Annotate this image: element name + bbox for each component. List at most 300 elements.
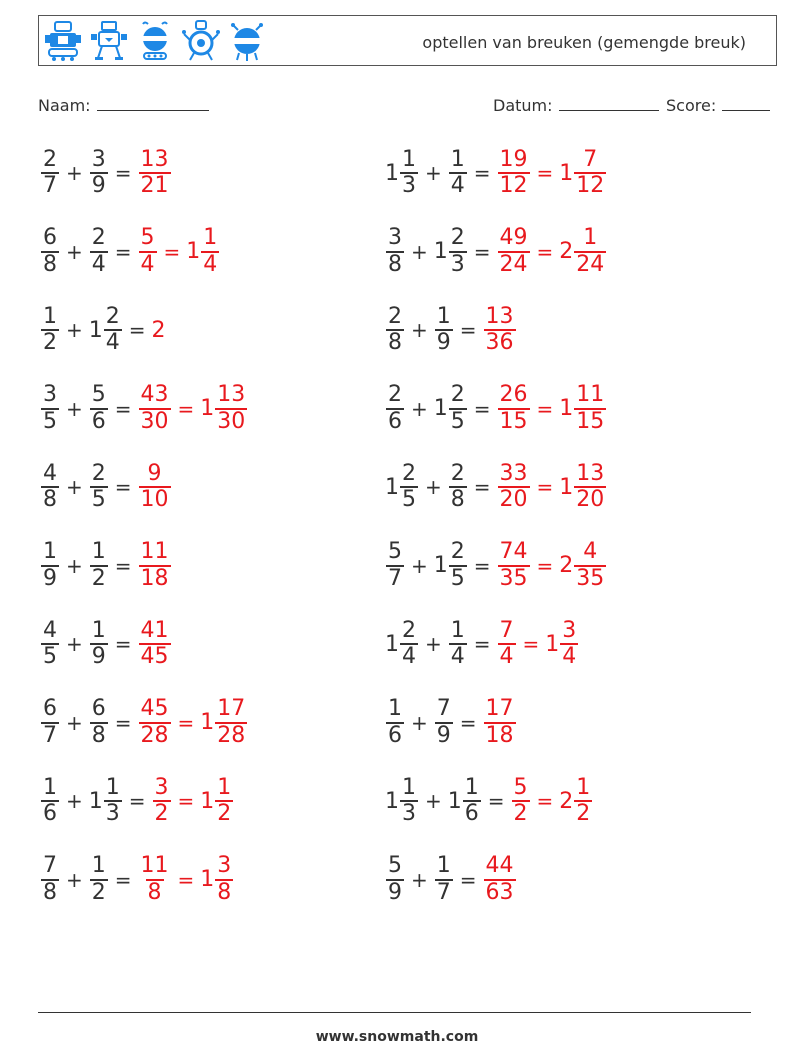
name-label: Naam: [38, 96, 91, 115]
answer-mixed-denominator: 4 [562, 644, 577, 669]
answer-mixed-numerator: 1 [203, 225, 218, 251]
answer-improper-denominator: 21 [140, 173, 169, 198]
addend-a-denominator: 9 [388, 879, 402, 905]
addend-b-whole: 1 [447, 788, 462, 814]
addend-a [385, 148, 419, 198]
answer-improper-fraction [139, 697, 171, 747]
worksheet-header [38, 15, 777, 66]
addend-b-numerator: 2 [91, 225, 106, 251]
addend-a-denominator: 8 [388, 330, 402, 355]
answer-improper-fraction [498, 226, 530, 276]
answer-mixed-whole: 1 [559, 474, 574, 500]
addend-b [89, 462, 109, 512]
worksheet-title: optellen van breuken (gemengde breuk) [422, 33, 746, 52]
addend-b-numerator: 1 [450, 617, 465, 643]
plus-sign: + [66, 161, 83, 185]
equals-sign: = [128, 789, 146, 813]
plus-sign: + [411, 553, 428, 578]
equals-sign: = [459, 710, 477, 735]
plus-sign: + [411, 396, 428, 421]
addend-a-denominator: 7 [388, 565, 402, 591]
answer-mixed-numerator: 13 [576, 460, 605, 486]
addend-a [40, 305, 60, 355]
name-blank[interactable] [97, 94, 209, 111]
addend-a [385, 854, 405, 904]
addend-b [434, 226, 468, 276]
answer-improper-fraction [153, 776, 171, 826]
addend-b-whole: 1 [433, 553, 448, 578]
addend-b [89, 226, 109, 276]
answer-mixed [545, 619, 579, 669]
addend-a [385, 305, 405, 355]
addend-b-fraction [449, 226, 467, 276]
answer-improper [138, 383, 172, 433]
answer-improper-numerator: 19 [499, 146, 528, 172]
problem-item [385, 300, 517, 360]
equals-sign: = [114, 239, 132, 264]
answer-improper [511, 776, 531, 826]
addend-b-denominator: 2 [91, 879, 106, 905]
answer-mixed-numerator: 3 [217, 853, 232, 879]
addend-b [89, 619, 109, 669]
score-label: Score: [666, 96, 717, 115]
robot-icon-1 [44, 20, 82, 62]
addend-a-numerator: 1 [43, 539, 57, 565]
addend-a [40, 148, 60, 198]
plus-sign: + [425, 161, 442, 185]
answer-improper [138, 148, 172, 198]
answer-improper-fraction [484, 854, 516, 904]
answer [152, 318, 166, 343]
problem-item [40, 850, 234, 910]
footer-url: www.snowmath.com [315, 1029, 479, 1045]
addend-b-fraction [90, 462, 108, 512]
answer-improper-denominator: 28 [140, 722, 169, 748]
equals-sign: = [473, 632, 491, 656]
addend-a-denominator: 8 [43, 251, 57, 277]
answer [497, 619, 580, 669]
answer-improper-fraction [484, 305, 516, 355]
plus-sign: + [66, 396, 83, 421]
addend-b-fraction [449, 148, 467, 198]
addend-b-denominator: 6 [464, 801, 479, 826]
addend-a [40, 540, 60, 590]
addend-a-denominator: 8 [43, 487, 57, 512]
addend-b-numerator: 1 [91, 853, 106, 879]
addend-a-fraction [41, 462, 59, 512]
addend-b-denominator: 8 [450, 487, 465, 512]
addend-a [40, 776, 60, 826]
answer-mixed-whole: 2 [559, 553, 574, 578]
answer-mixed-fraction [215, 383, 247, 433]
addend-a-fraction [41, 305, 59, 355]
answer-improper-fraction [139, 854, 171, 904]
plus-sign: + [66, 239, 83, 264]
answer-improper-numerator: 43 [140, 382, 169, 408]
addend-a-numerator: 4 [43, 617, 57, 643]
answer-equals-sign: = [177, 789, 195, 813]
robot-icon-2 [90, 20, 128, 62]
addend-b [434, 540, 468, 590]
answer-improper [138, 854, 172, 904]
answer-mixed [559, 776, 593, 826]
answer-mixed-whole: 1 [200, 710, 215, 735]
addend-a [40, 462, 60, 512]
answer-mixed-whole: 1 [200, 867, 215, 892]
answer [497, 226, 608, 276]
answer-improper-denominator: 15 [499, 408, 528, 434]
answer-improper-numerator: 45 [140, 696, 169, 722]
date-label: Datum: [493, 96, 553, 115]
problem-item [385, 143, 607, 203]
addend-b [434, 383, 468, 433]
addend-b-denominator: 5 [450, 408, 465, 434]
answer-improper-fraction [498, 540, 530, 590]
answer-equals-sign: = [163, 239, 181, 264]
addend-b [448, 776, 482, 826]
problem-item [40, 614, 172, 674]
answer-mixed-whole: 2 [559, 239, 574, 264]
answer-mixed-denominator: 2 [576, 801, 591, 826]
addend-a-whole: 1 [385, 788, 399, 814]
addend-b-numerator: 2 [105, 303, 120, 329]
addend-b-fraction [90, 383, 108, 433]
problem-item [385, 536, 607, 596]
answer-improper-fraction [484, 697, 516, 747]
answer-mixed-fraction [215, 854, 233, 904]
answer-improper-numerator: 26 [499, 382, 528, 408]
problem-item [40, 457, 172, 517]
answer-equals-sign: = [536, 239, 554, 264]
plus-sign: + [411, 318, 428, 342]
addend-a-numerator: 3 [388, 225, 402, 251]
answer-improper-fraction [512, 776, 530, 826]
addend-b-numerator: 1 [105, 774, 120, 800]
addend-b-fraction [449, 619, 467, 669]
answer-mixed-fraction [574, 462, 606, 512]
addend-b-whole: 1 [433, 396, 448, 421]
addend-b [89, 383, 109, 433]
addend-a [40, 226, 60, 276]
addend-a-numerator: 2 [43, 146, 57, 172]
answer-improper [497, 462, 531, 512]
addend-b-fraction [90, 226, 108, 276]
addend-b-fraction [90, 148, 108, 198]
answer-improper-fraction [498, 383, 530, 433]
addend-b [434, 305, 454, 355]
answer-mixed-denominator: 30 [217, 408, 246, 434]
answer [138, 619, 172, 669]
addend-b-fraction [104, 305, 122, 355]
addend-b-whole: 1 [433, 239, 448, 264]
addend-a-fraction [41, 854, 59, 904]
answer-mixed-numerator: 11 [576, 382, 605, 408]
answer-improper-fraction [139, 462, 171, 512]
addend-a [385, 697, 405, 747]
answer-mixed-numerator: 1 [583, 225, 598, 251]
answer [497, 540, 608, 590]
answer-improper-denominator: 45 [140, 644, 169, 669]
footer-divider [38, 1012, 751, 1013]
answer [138, 226, 221, 276]
date-field [493, 94, 659, 115]
plus-sign: + [66, 710, 83, 735]
answer-improper-numerator: 11 [140, 853, 169, 879]
addend-b-numerator: 1 [91, 539, 106, 565]
answer-improper-denominator: 18 [485, 722, 514, 748]
answer [138, 854, 235, 904]
answer-mixed-fraction [574, 776, 592, 826]
addend-a-denominator: 8 [43, 879, 57, 905]
robot-icon-4 [182, 20, 220, 62]
answer-improper-numerator: 33 [499, 460, 528, 486]
answer-improper-fraction [139, 226, 157, 276]
addend-a-fraction [386, 305, 404, 355]
addend-b-denominator: 9 [91, 173, 106, 198]
answer-mixed [559, 383, 607, 433]
answer-improper-denominator: 8 [147, 879, 162, 905]
answer-improper [138, 226, 158, 276]
addend-b [89, 854, 109, 904]
addend-a [385, 226, 405, 276]
addend-a-numerator: 2 [402, 617, 416, 643]
addend-a-numerator: 1 [402, 774, 416, 800]
addend-a-denominator: 3 [402, 173, 416, 198]
robot-icon-3 [136, 20, 174, 62]
answer-equals-sign: = [536, 161, 554, 185]
addend-b-numerator: 1 [450, 146, 465, 172]
problem-item [385, 771, 593, 831]
addend-a [40, 619, 60, 669]
answer-improper-numerator: 9 [147, 460, 162, 486]
addend-a-fraction [400, 462, 418, 512]
addend-a-whole: 1 [385, 474, 399, 500]
addend-a-fraction [41, 776, 59, 826]
plus-sign: + [425, 789, 442, 813]
answer [138, 462, 172, 512]
answer-improper-denominator: 63 [485, 879, 514, 905]
addend-b-numerator: 2 [450, 225, 465, 251]
plus-sign: + [411, 710, 428, 735]
addend-a-denominator: 5 [43, 408, 57, 434]
answer-mixed-fraction [201, 226, 219, 276]
answer-improper-numerator: 11 [140, 539, 169, 565]
answer-improper [483, 305, 517, 355]
addend-b-denominator: 9 [436, 330, 451, 355]
addend-b-numerator: 5 [91, 382, 106, 408]
score-blank[interactable] [722, 94, 770, 111]
addend-b-numerator: 3 [91, 146, 106, 172]
addend-b-numerator: 2 [450, 382, 465, 408]
score-field [666, 94, 770, 115]
answer-improper-numerator: 7 [499, 617, 514, 643]
addend-a-fraction [386, 383, 404, 433]
addend-a [385, 462, 419, 512]
plus-sign: + [66, 318, 83, 342]
answer-mixed-denominator: 2 [217, 801, 232, 826]
answer-improper-numerator: 49 [499, 225, 528, 251]
addend-a [385, 383, 405, 433]
answer-mixed [200, 383, 248, 433]
addend-b [448, 148, 468, 198]
answer-equals-sign: = [177, 867, 195, 892]
answer-improper [483, 854, 517, 904]
addend-b-denominator: 4 [105, 330, 120, 355]
problem-item [40, 693, 248, 753]
addend-b-whole: 1 [88, 788, 103, 814]
equals-sign: = [473, 396, 491, 421]
addend-a-numerator: 4 [43, 460, 57, 486]
addend-a-denominator: 6 [43, 801, 57, 826]
addend-b-denominator: 3 [450, 251, 465, 277]
equals-sign: = [114, 867, 132, 892]
answer-mixed-whole: 1 [545, 631, 560, 657]
addend-b [89, 305, 123, 355]
answer-improper-denominator: 4 [140, 251, 155, 277]
answer-improper [497, 383, 531, 433]
addend-a-numerator: 2 [402, 460, 416, 486]
answer-improper [497, 148, 531, 198]
addend-b [89, 697, 109, 747]
answer-mixed-fraction [574, 226, 606, 276]
answer-mixed-fraction [574, 148, 606, 198]
equals-sign: = [473, 161, 491, 185]
addend-a-numerator: 1 [402, 146, 416, 172]
addend-a-numerator: 6 [43, 225, 57, 251]
addend-a-fraction [41, 148, 59, 198]
answer-improper-denominator: 20 [499, 487, 528, 512]
addend-b-numerator: 1 [436, 853, 451, 879]
answer-mixed-denominator: 20 [576, 487, 605, 512]
equals-sign: = [459, 318, 477, 342]
answer-improper [497, 226, 531, 276]
answer-mixed-denominator: 28 [217, 722, 246, 748]
plus-sign: + [66, 867, 83, 892]
answer-improper-numerator: 17 [485, 696, 514, 722]
addend-b-numerator: 2 [450, 539, 465, 565]
answer-improper-denominator: 2 [154, 801, 169, 826]
addend-a-denominator: 9 [43, 565, 57, 591]
robot-icon-5 [228, 20, 266, 62]
addend-b-denominator: 5 [450, 565, 465, 591]
addend-b-numerator: 1 [436, 303, 451, 329]
answer-improper-fraction [139, 148, 171, 198]
answer-improper-denominator: 36 [485, 330, 514, 355]
addend-b-fraction [90, 697, 108, 747]
addend-b-numerator: 2 [450, 460, 465, 486]
addend-a-numerator: 1 [43, 774, 57, 800]
problem-item [385, 693, 517, 753]
date-blank[interactable] [559, 94, 659, 111]
answer-improper [497, 540, 531, 590]
answer-whole: 2 [151, 317, 166, 343]
addend-a-fraction [400, 619, 418, 669]
answer [497, 383, 608, 433]
answer-improper-denominator: 24 [499, 251, 528, 277]
equals-sign: = [114, 553, 132, 578]
answer-mixed [559, 148, 607, 198]
problem-item [40, 300, 166, 360]
equals-sign: = [473, 475, 491, 499]
equals-sign: = [114, 161, 132, 185]
addend-a-numerator: 7 [43, 853, 57, 879]
answer-improper-numerator: 3 [154, 774, 169, 800]
addend-a-whole: 1 [385, 631, 399, 657]
addend-a-numerator: 5 [388, 853, 402, 879]
addend-a-fraction [386, 540, 404, 590]
answer-improper-denominator: 12 [499, 173, 528, 198]
plus-sign: + [425, 475, 442, 499]
answer-improper-numerator: 5 [140, 225, 155, 251]
answer-mixed-numerator: 17 [217, 696, 246, 722]
answer-mixed-numerator: 4 [583, 539, 598, 565]
answer-mixed [200, 854, 234, 904]
answer-mixed-fraction [215, 776, 233, 826]
answer-improper-denominator: 4 [499, 644, 514, 669]
answer-mixed-denominator: 8 [217, 879, 232, 905]
problem-item [385, 614, 579, 674]
answer-improper-denominator: 30 [140, 408, 169, 434]
addend-a-denominator: 5 [402, 487, 416, 512]
answer-equals-sign: = [536, 789, 554, 813]
answer-mixed-denominator: 24 [576, 251, 605, 277]
plus-sign: + [66, 475, 83, 499]
addend-b-fraction [90, 854, 108, 904]
answer [138, 148, 172, 198]
equals-sign: = [114, 475, 132, 499]
answer [497, 148, 608, 198]
addend-b-fraction [90, 619, 108, 669]
plus-sign: + [411, 867, 428, 892]
problem-item [385, 457, 607, 517]
answer-equals-sign: = [177, 710, 195, 735]
answer [152, 776, 235, 826]
addend-b [434, 854, 454, 904]
addend-a-fraction [41, 697, 59, 747]
answer-improper-fraction [498, 148, 530, 198]
problem-item [40, 536, 172, 596]
name-field [38, 94, 209, 115]
answer-equals-sign: = [536, 553, 554, 578]
answer-mixed-fraction [574, 383, 606, 433]
addend-b-fraction [435, 697, 453, 747]
answer-equals-sign: = [177, 396, 195, 421]
plus-sign: + [66, 632, 83, 656]
addend-b-denominator: 5 [91, 487, 106, 512]
answer-mixed-denominator: 4 [203, 251, 218, 277]
addend-b-denominator: 4 [450, 644, 465, 669]
answer-mixed-numerator: 7 [583, 146, 598, 172]
answer-improper-fraction [498, 619, 516, 669]
answer-improper-fraction [139, 619, 171, 669]
addend-a [40, 383, 60, 433]
answer-improper-denominator: 18 [140, 565, 169, 591]
addend-a-fraction [41, 619, 59, 669]
answer-mixed-whole: 1 [200, 788, 215, 814]
addend-b-numerator: 2 [91, 460, 106, 486]
problem-item [40, 771, 234, 831]
addend-b-denominator: 2 [91, 565, 106, 591]
equals-sign: = [128, 318, 146, 342]
answer-mixed [559, 226, 607, 276]
problem-item [40, 143, 172, 203]
answer [138, 540, 172, 590]
addend-a [385, 619, 419, 669]
addend-b-numerator: 7 [436, 696, 451, 722]
answer-mixed-numerator: 1 [576, 774, 591, 800]
addend-a [40, 697, 60, 747]
answer-improper-denominator: 10 [140, 487, 169, 512]
